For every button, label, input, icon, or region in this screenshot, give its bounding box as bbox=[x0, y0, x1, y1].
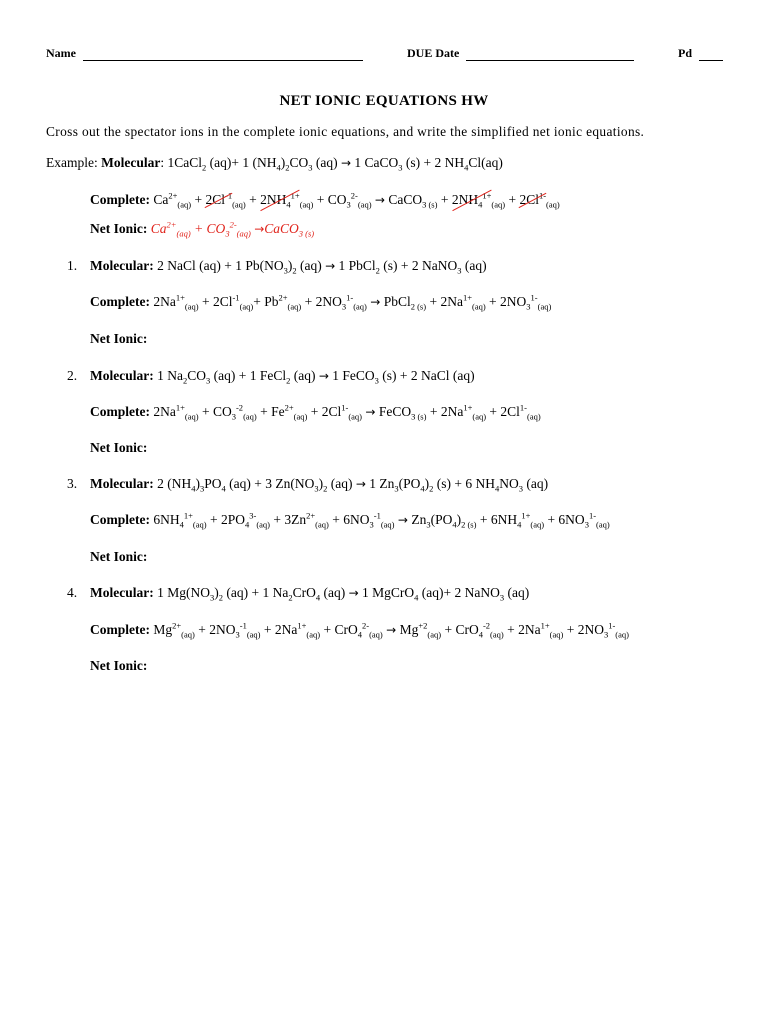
problem-1-net-label: Net Ionic: bbox=[90, 331, 148, 346]
complete-label: Complete: bbox=[90, 294, 150, 309]
complete-label: Complete: bbox=[90, 622, 150, 637]
period-blank[interactable] bbox=[699, 49, 723, 61]
page-title: NET IONIC EQUATIONS HW bbox=[279, 93, 489, 109]
period-field bbox=[678, 46, 723, 61]
name-field bbox=[46, 46, 363, 61]
problem-2-molecular: Molecular: 1 $Na_2CO_3$ (aq) + 1 FeCl$_2$ (aq) → 1 FeCO$_3$ (s) + 2 NaCl (aq) bbox=[90, 368, 475, 386]
example-molecular-label: Molecular bbox=[101, 155, 161, 170]
complete-label: Complete: bbox=[90, 512, 150, 527]
example-net-ionic bbox=[90, 221, 314, 237]
problem-1-molecular: Molecular: 2 NaCl (aq) + 1 $Pb(NO_3)_2$ (aq) → 1 PbCl$_2$ (s) + 2 NaNO$_3$ (aq) bbox=[90, 258, 487, 276]
problem-1-number: 1. bbox=[67, 258, 78, 273]
due-date-blank[interactable] bbox=[466, 49, 634, 61]
problem-4-complete: Complete: $Mg^{2+}_{(aq)} + 2NO_3^{-1}_{(aq)} + 2Na^{1+}_{(aq)} + CrO_4^{2-}_{(aq)} \to Mg^{+2}_{(aq)} + CrO_4^{-2}_{(aq)} + 2Na^{1+}_{(aq)} + 2NO_3^{1-}_{(aq)}$ bbox=[90, 620, 629, 640]
example-complete-label: Complete: bbox=[90, 192, 150, 207]
example-complete: Complete: $Ca^{2+}_{(aq)} + 2Cl^{-1}_{(aq)} + 2NH_4^{1+}_{(aq)} + CO_3^{2-}_{(aq)}$ → CaCO$_{3 (s)}$ + $2NH_4^{1+}_{(aq)} + 2Cl^{1-}_{(aq)}$ bbox=[90, 190, 560, 210]
problem-4-molecular: Molecular: 1 $Mg(NO_3)_2$ (aq) + 1 $Na_2CrO_4$ (aq) → 1 MgCrO$_4$ (aq)+ 2 NaNO$_3$ (aq) bbox=[90, 585, 530, 603]
example-molecular: Example: Molecular: 1CaCl$_2$ (aq)+ 1 $(NH_4)_2CO_3$ (aq) → 1 CaCO$_3$ (s) + 2 $NH_4Cl(aq)$ bbox=[46, 155, 503, 173]
problem-3-complete: Complete: $6NH_4^{1+}_{(aq)} + 2PO_4^{3-}_{(aq)} + 3Zn^{2+}_{(aq)} + 6NO_3^{-1}_{(aq)} \to Zn_3(PO_4)_{2 (s)} + 6NH_4^{1+}_{(aq)} + 6NO_3^{1-}_{(aq)}$ bbox=[90, 510, 610, 530]
problem-3-molecular: Molecular: 2 $(NH_4)_3PO_4$ (aq) + 3 $Zn(NO_3)_2$ (aq) → 1 $Zn_3(PO_4)_2$ (s) + 6 $NH_4NO_3$ (aq) bbox=[90, 476, 549, 494]
example-net-label: Net Ionic: bbox=[90, 221, 148, 236]
problem-4-net-label: Net Ionic: bbox=[90, 658, 148, 673]
problem-3-number: 3. bbox=[67, 476, 78, 491]
example-label: Example: bbox=[46, 155, 98, 170]
problem-4-number: 4. bbox=[67, 585, 78, 600]
instructions: Cross out the spectator ions in the complete ionic equations, and write the simplified net ionic equations. bbox=[46, 124, 645, 139]
molecular-label: Molecular: bbox=[90, 258, 154, 273]
molecular-label: Molecular: bbox=[90, 368, 154, 383]
complete-label: Complete: bbox=[90, 404, 150, 419]
name-blank[interactable] bbox=[83, 49, 363, 61]
problem-2-number: 2. bbox=[67, 368, 78, 383]
problem-3-net-label: Net Ionic: bbox=[90, 549, 148, 564]
problem-1-complete: Complete: $2Na^{1+}_{(aq)} + 2Cl^{-1}_{(aq)}+ Pb^{2+}_{(aq)} + 2NO_3^{1-}_{(aq)}$ → PbCl$_{2 (s)}$ + $2Na^{1+}_{(aq)} + 2NO_3^{1-}_{(aq)}$ bbox=[90, 292, 552, 312]
due-date-label: DUE Date bbox=[407, 46, 460, 60]
problem-2-net-label: Net Ionic: bbox=[90, 440, 148, 455]
example-net-equation: $Ca^{2+}_{(aq)} + CO_3^{2-}_{(aq)}$ →CaCO$_{3 (s)}$ bbox=[150, 219, 315, 239]
problem-2-complete: Complete: $2Na^{1+}_{(aq)} + CO_3^{-2}_{(aq)} + Fe^{2+}_{(aq)} + 2Cl^{1-}_{(aq)}$ → FeCO$_{3 (s)}$ + $2Na^{1+}_{(aq)} + 2Cl^{1-}_{(aq)}$ bbox=[90, 402, 541, 422]
molecular-label: Molecular: bbox=[90, 585, 154, 600]
period-label: Pd bbox=[678, 46, 693, 60]
name-label: Name bbox=[46, 46, 76, 60]
molecular-label: Molecular: bbox=[90, 476, 154, 491]
due-date-field bbox=[407, 46, 634, 61]
